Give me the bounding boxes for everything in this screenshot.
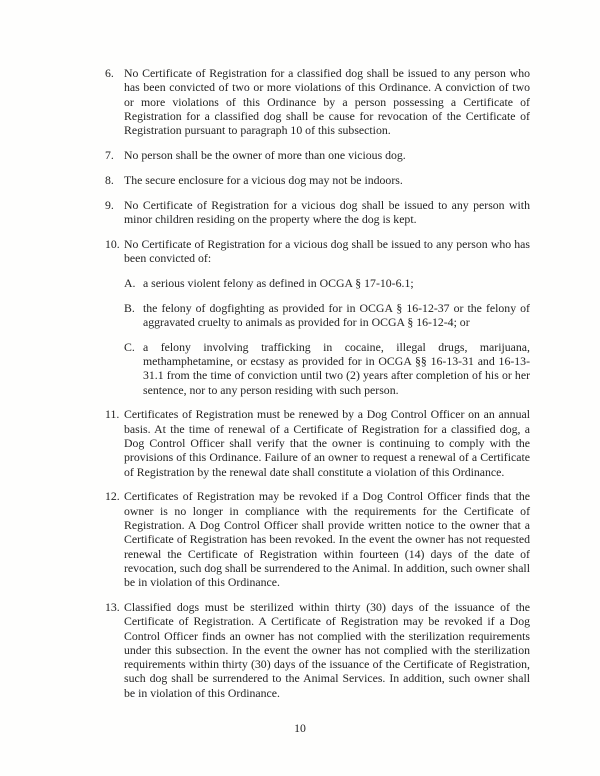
sub-list-item-marker: A. [124, 275, 136, 290]
list-item-text: Certificates of Registration must be renewed by a Dog Control Officer on an annual basis. At the time of renewal of a Certificate of Registration for a classified dog, a Dog Control Officer shall verify that the owner is continuing to comply with the provisions of this Ordinance. Failure of an owner to request a renewal of a Certificate of Registration by the renewal date shall constitute a violation of this Ordinance. [124, 407, 530, 479]
list-item [70, 148, 530, 162]
sub-list-item-text: a serious violent felony as defined in OCGA § 17-10-6.1; [143, 275, 414, 290]
sub-list-item-text: the felony of dogfighting as provided for in OCGA § 16-12-37 or the felony of aggravated cruelty to animals as provided for in OCGA § 16-12-4; or [143, 300, 530, 329]
list-item [70, 407, 530, 478]
list-item-marker: 7. [105, 147, 114, 162]
list-item [70, 173, 530, 187]
sub-list-item [124, 340, 530, 397]
list-item-text: Classified dogs must be sterilized within thirty (30) days of the issuance of the Certificate of Registration. A Certificate of Registration may be revoked if a Dog Control Officer finds an owner has not complied with the sterilization requirements under this subsection. In the event the owner has not complied with the sterilization requirements within thirty (30) days of the issuance of the Certificate of Registration, such dog shall be surrendered to the Animal Services. In addition, such owner shall be in violation of this Ordinance. [124, 599, 530, 700]
sub-list-item-text: a felony involving trafficking in cocaine, illegal drugs, marijuana, methamphetamine, or ecstasy as provided for in OCGA §§ 16-13-31 and 16-13-31.1 from the time of conviction until two (2) years after completion of his or her sentence, nor to any person residing with such person. [143, 339, 530, 397]
list-item-text: No Certificate of Registration for a vicious dog shall be issued to any person with minor children residing on the property where the dog is kept. [124, 197, 530, 226]
list-item-text: Certificates of Registration may be revoked if a Dog Control Officer finds that the owner is no longer in compliance with the requirements for the Certificate of Registration. A Dog Control Officer shall provide written notice to the owner that a Certificate of Registration has been revoked. In the event the owner has not requested renewal the Certificate of Registration within fourteen (14) days of the date of revocation, such dog shall be surrendered to the Animal. In addition, such owner shall be in violation of this Ordinance. [124, 489, 530, 590]
list-item-marker: 11. [105, 407, 120, 422]
list-item-text: No Certificate of Registration for a vicious dog shall be issued to any person who has been convicted of: [124, 236, 530, 265]
list-item-marker: 6. [105, 66, 114, 80]
list-item [70, 66, 530, 137]
list-item-marker: 8. [105, 172, 114, 187]
page-number: 10 [294, 721, 306, 735]
list-item-marker: 13. [105, 599, 120, 614]
list-item-text: The secure enclosure for a vicious dog may not be indoors. [124, 172, 403, 187]
list-item-marker: 9. [105, 197, 114, 212]
sub-list-item [124, 276, 530, 290]
list-item [70, 198, 530, 227]
list-item-text: No Certificate of Registration for a classified dog shall be issued to any person who has been convicted of two or more violations of this Ordinance. A conviction of two or more violations of this Ordinance by a person possessing a Certificate of Registration for a classified dog shall be cause for revocation of the Certificate of Registration pursuant to paragraph 10 of this subsection. [124, 66, 530, 138]
list-item-marker: 10. [105, 236, 120, 251]
list-item-marker: 12. [105, 489, 120, 504]
sub-list-item-marker: C. [124, 339, 135, 354]
list-item [70, 237, 530, 397]
list-item [70, 489, 530, 589]
sub-list-item-marker: B. [124, 300, 135, 315]
sub-list-item [124, 301, 530, 330]
ordinance-list [70, 66, 530, 710]
list-item-text: No person shall be the owner of more than one vicious dog. [124, 147, 406, 162]
list-item [70, 600, 530, 700]
